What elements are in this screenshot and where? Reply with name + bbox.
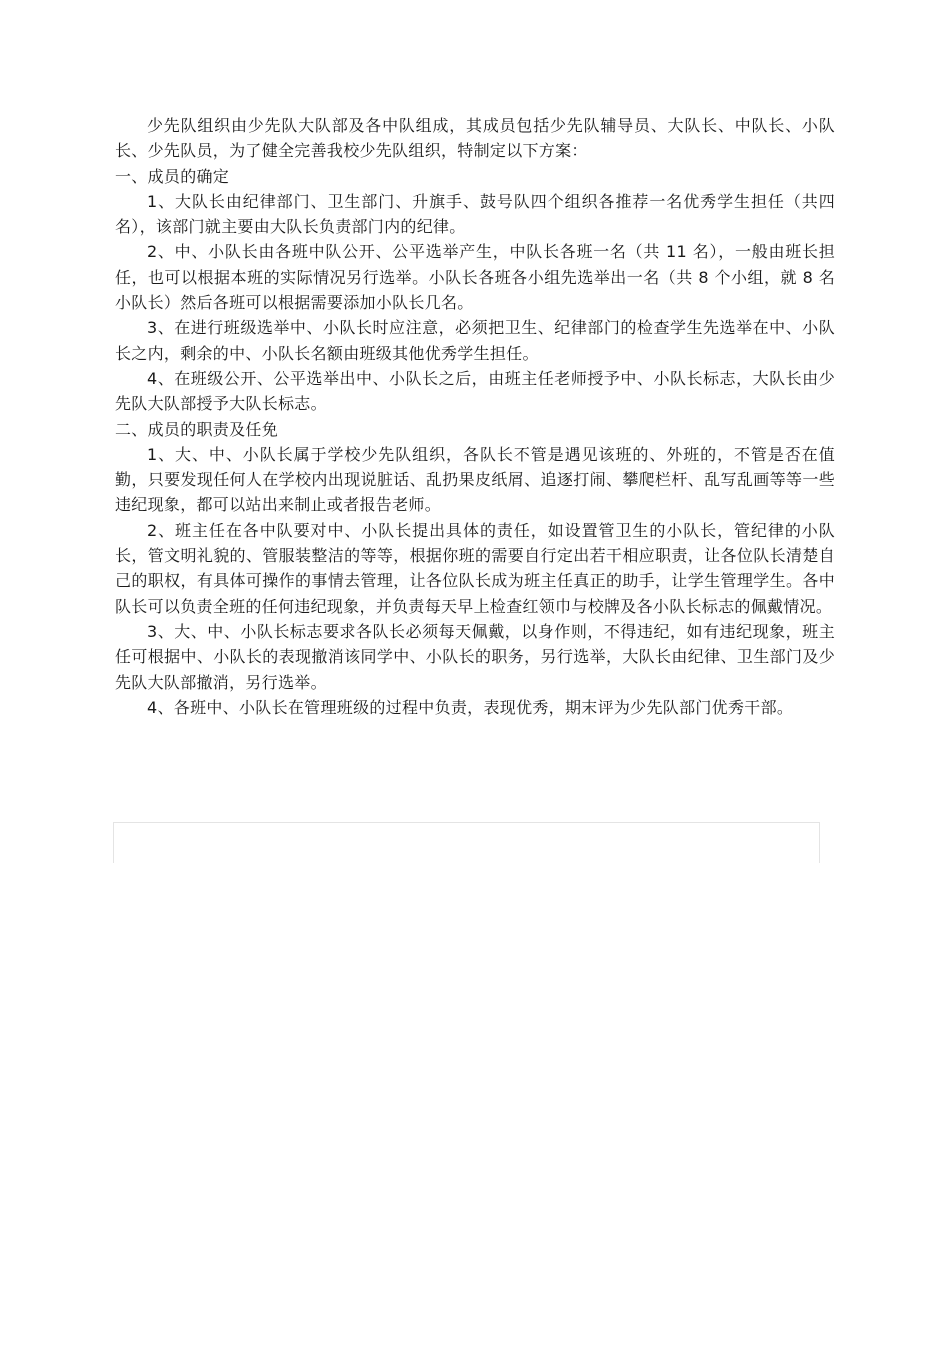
document-body: [115, 113, 835, 720]
empty-frame: [113, 822, 820, 863]
paragraph: 4、各班中、小队长在管理班级的过程中负责，表现优秀，期末评为少先队部门优秀干部。: [147, 697, 794, 717]
paragraph: 2、中、小队长由各班中队公开、公平选举产生，中队长各班一名（共 11 名），一般由班长担任，也可以根据本班的实际情况另行选举。小队长各班各小组先选举出一名（共 8 个小组，就 8 名小队长）然后各班可以根据需要添加小队长几名。: [115, 242, 835, 313]
section-heading-members: 一、成员的确定: [115, 166, 230, 186]
section-heading-duties: 二、成员的职责及任免: [115, 419, 279, 439]
paragraph: 1、大、中、小队长属于学校少先队组织，各队长不管是遇见该班的、外班的，不管是否在值勤，只要发现任何人在学校内出现说脏话、乱扔果皮纸屑、追逐打闹、攀爬栏杆、乱写乱画等等一些违纪现象，都可以站出来制止或者报告老师。: [115, 444, 835, 515]
paragraph: 2、班主任在各中队要对中、小队长提出具体的责任，如设置管卫生的小队长，管纪律的小队长，管文明礼貌的、管服装整洁的等等，根据你班的需要自行定出若干相应职责，让各位队长清楚自己的职权，有具体可操作的事情去管理，让各位队长成为班主任真正的助手，让学生管理学生。各中队长可以负责全班的任何违纪现象，并负责每天早上检查红领巾与校牌及各小队长标志的佩戴情况。: [115, 520, 835, 616]
paragraph: 3、在进行班级选举中、小队长时应注意，必须把卫生、纪律部门的检查学生先选举在中、小队长之内，剩余的中、小队长名额由班级其他优秀学生担任。: [115, 318, 835, 363]
intro-paragraph: 少先队组织由少先队大队部及各中队组成，其成员包括少先队辅导员、大队长、中队长、小队长、少先队员，为了健全完善我校少先队组织，特制定以下方案：: [115, 116, 835, 161]
paragraph: 3、大、中、小队长标志要求各队长必须每天佩戴，以身作则，不得违纪，如有违纪现象，班主任可根据中、小队长的表现撤消该同学中、小队长的职务，另行选举，大队长由纪律、卫生部门及少先队大队部撤消，另行选举。: [115, 621, 835, 692]
paragraph: 4、在班级公开、公平选举出中、小队长之后，由班主任老师授予中、小队长标志，大队长由少先队大队部授予大队长标志。: [115, 368, 835, 414]
paragraph: 1、大队长由纪律部门、卫生部门、升旗手、鼓号队四个组织各推荐一名优秀学生担任（共四名），该部门就主要由大队长负责部门内的纪律。: [115, 191, 835, 237]
